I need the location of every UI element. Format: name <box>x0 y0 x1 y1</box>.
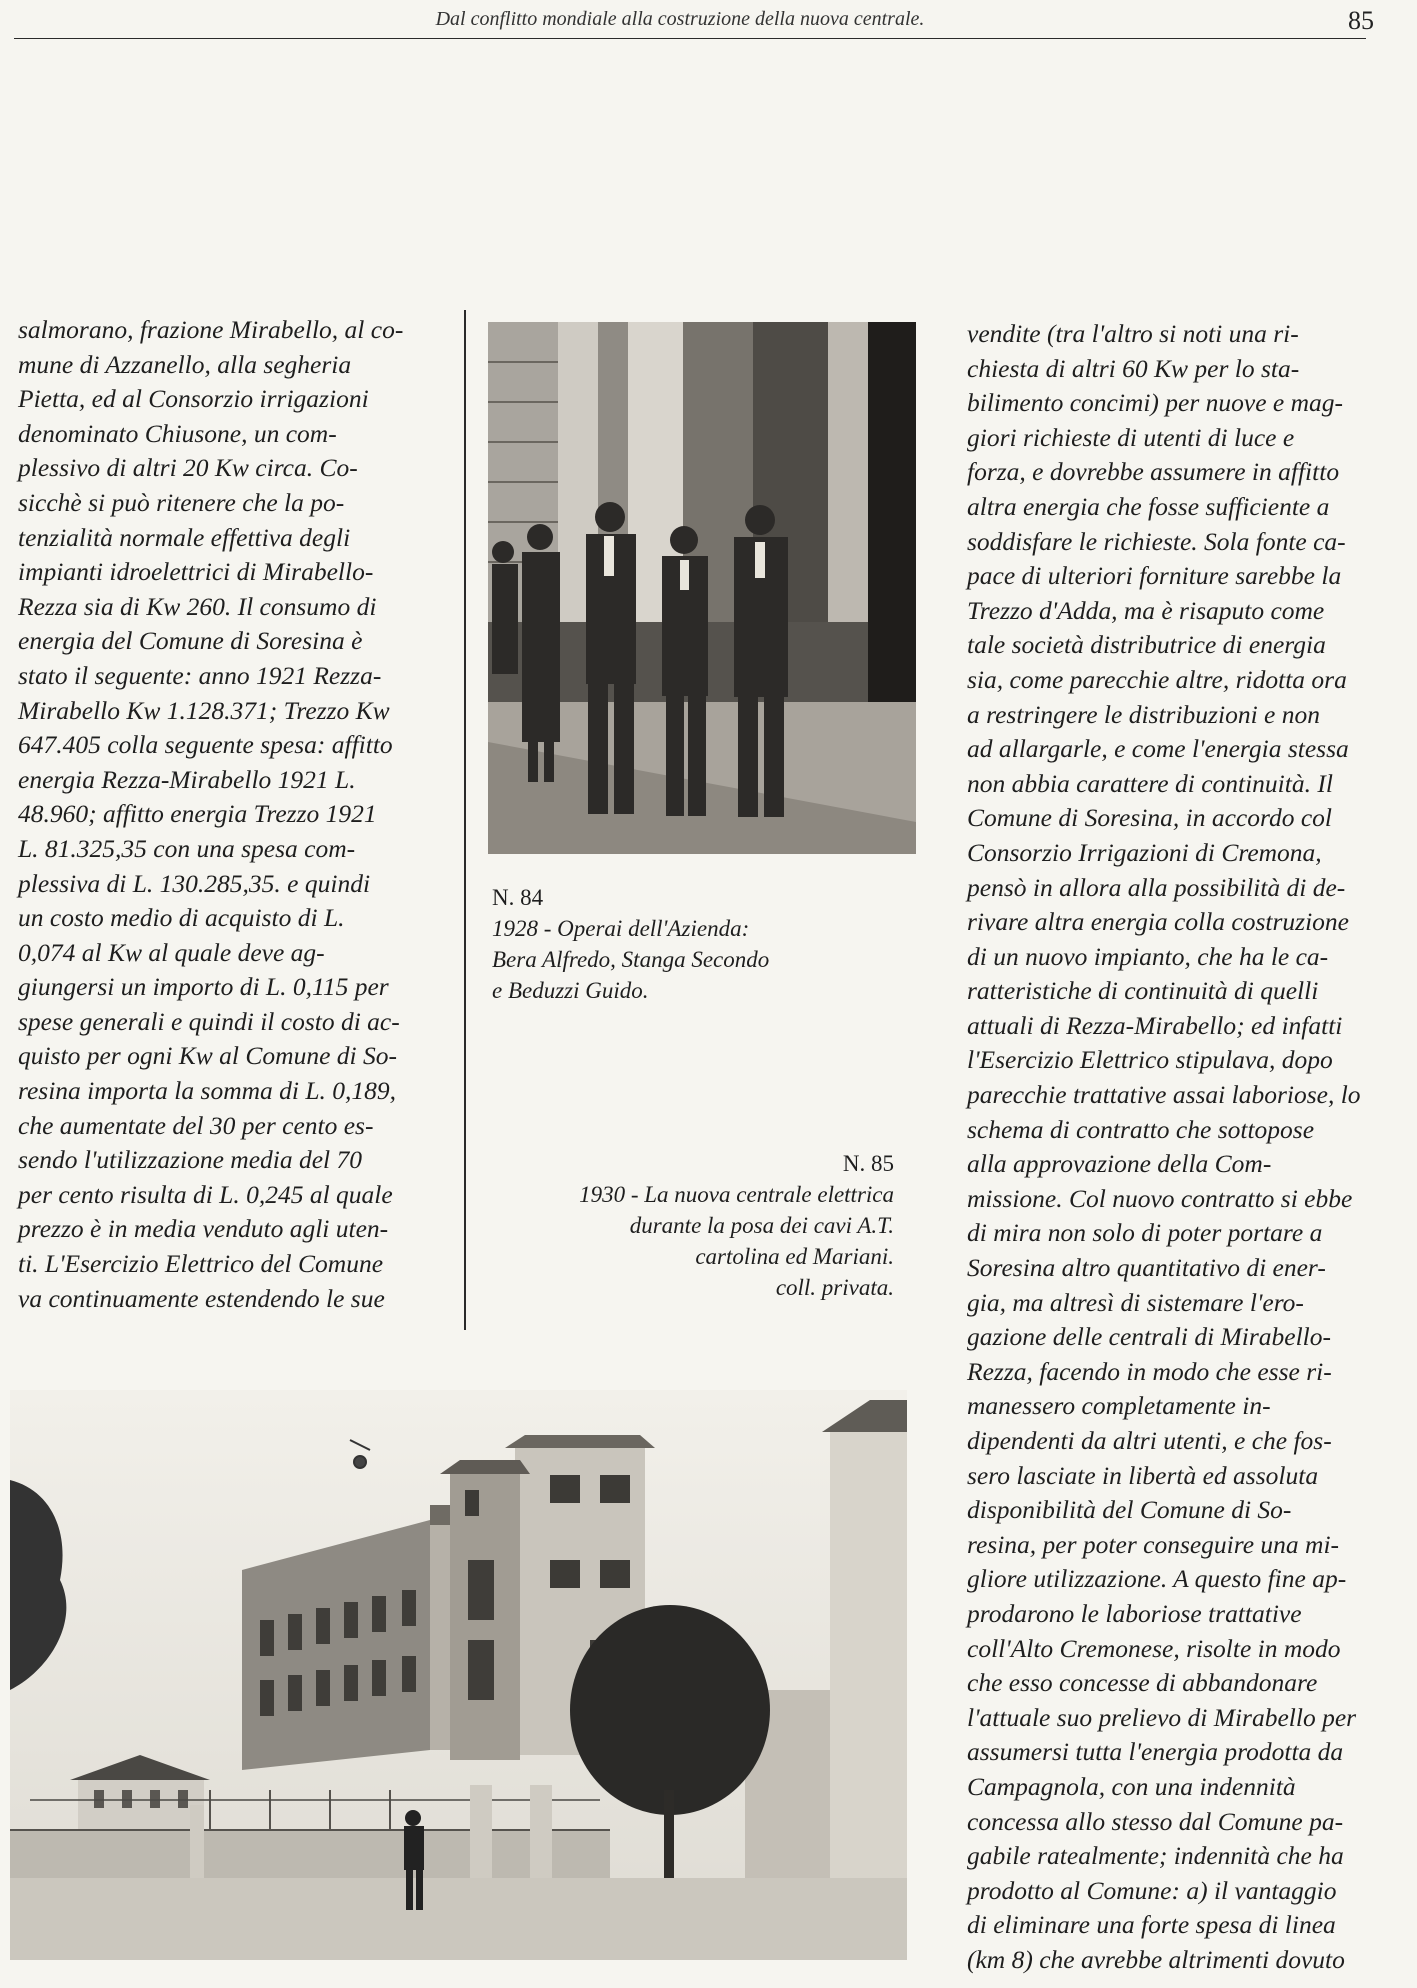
text-line: gia, ma altresì di sistemare l'ero- <box>967 1287 1304 1317</box>
text-line: un costo medio di acquisto di L. <box>18 903 345 933</box>
text-line: altra energia che fosse sufficiente a <box>967 491 1330 521</box>
text-line: di un nuovo impianto, che ha le ca- <box>967 941 1329 971</box>
text-line: Soresina altro quantitativo di ener- <box>967 1253 1326 1283</box>
page-number: 85 <box>1348 6 1374 35</box>
text-line: gazione delle centrali di Mirabello- <box>967 1322 1332 1352</box>
caption-line: 1930 - La nuova centrale elettrica <box>579 1182 894 1207</box>
text-line: forza, e dovrebbe assumere in affitto <box>967 457 1340 487</box>
text-line: energia Rezza-Mirabello 1921 L. <box>18 764 356 794</box>
text-line: rivare altra energia colla costruzione <box>967 907 1349 937</box>
text-line: vendite (tra l'altro si noti una ri- <box>967 319 1299 348</box>
text-line: chiesta di altri 60 Kw per lo sta- <box>967 353 1300 383</box>
text-line: prodotto al Comune: a) il vantaggio <box>967 1875 1337 1905</box>
photo-workers <box>488 322 916 854</box>
caption-line: durante la posa dei cavi A.T. <box>629 1213 894 1238</box>
text-line: spese generali e quindi il costo di ac- <box>18 1006 400 1036</box>
right-text-column <box>967 317 1399 1978</box>
caption-line: cartolina ed Mariani. <box>695 1244 894 1269</box>
text-line: parecchie trattative assai laboriose, lo <box>967 1080 1361 1110</box>
text-line: l'Esercizio Elettrico stipulava, dopo <box>967 1045 1333 1075</box>
text-line: bilimento concimi) per nuove e mag- <box>967 388 1344 418</box>
text-line: missione. Col nuovo contratto si ebbe <box>967 1183 1353 1213</box>
text-line: tale società distributrice di energia <box>967 630 1326 660</box>
text-line: Trezzo d'Adda, ma è risaputo come <box>967 595 1325 625</box>
text-line: manessero completamente in- <box>967 1391 1271 1421</box>
text-line: mune di Azzanello, alla segheria <box>18 349 352 379</box>
text-line: a restringere le distribuzioni e non <box>967 699 1320 729</box>
text-line: giori richieste di utenti di luce e <box>967 422 1295 452</box>
text-line: (km 8) che avrebbe altrimenti dovuto <box>967 1944 1345 1974</box>
text-line: assumersi tutta l'energia prodotta da <box>967 1737 1344 1767</box>
text-line: pensò in allora alla possibilità di de- <box>967 872 1346 902</box>
text-line: prodarono le laboriose trattative <box>967 1598 1302 1628</box>
text-line: alla approvazione della Com- <box>967 1149 1272 1179</box>
caption-number: N. 84 <box>492 885 544 910</box>
text-line: tenzialità normale effettiva degli <box>18 522 351 552</box>
text-line: sero lasciate in libertà ed assoluta <box>967 1460 1319 1490</box>
text-line: gabile ratealmente; indennità che ha <box>967 1841 1344 1871</box>
text-line: impianti idroelettrici di Mirabello- <box>18 557 374 587</box>
text-line: quisto per ogni Kw al Comune di So- <box>18 1041 397 1071</box>
text-line: Comune di Soresina, in accordo col <box>967 803 1332 833</box>
text-line: denominato Chiusone, un com- <box>18 418 337 448</box>
text-line: plessivo di altri 20 Kw circa. Co- <box>18 453 358 483</box>
text-line: ad allargarle, e come l'energia stessa <box>967 734 1349 764</box>
column-divider <box>464 310 466 1330</box>
caption-number: N. 85 <box>842 1151 894 1176</box>
header-rule <box>14 38 1366 39</box>
text-line: non abbia carattere di continuità. Il <box>967 768 1333 798</box>
text-line: concessa allo stesso dal Comune pa- <box>967 1806 1344 1836</box>
text-line: disponibilità del Comune di So- <box>967 1495 1292 1525</box>
text-line: che aumentate del 30 per cento es- <box>18 1110 374 1140</box>
text-line: pace di ulteriori forniture sarebbe la <box>967 561 1342 591</box>
photo-power-station <box>10 1390 907 1960</box>
text-line: gliore utilizzazione. A questo fine ap- <box>967 1564 1347 1594</box>
text-line: soddisfare le richieste. Sola fonte ca- <box>967 526 1346 556</box>
text-line: schema di contratto che sottopose <box>967 1114 1315 1144</box>
text-line: Rezza sia di Kw 260. Il consumo di <box>18 591 377 621</box>
text-line: stato il seguente: anno 1921 Rezza- <box>18 660 382 690</box>
text-line: ratteristiche di continuità di quelli <box>967 976 1319 1006</box>
text-line: sia, come parecchie altre, ridotta ora <box>967 664 1347 694</box>
text-line: Mirabello Kw 1.128.371; Trezzo Kw <box>18 695 390 725</box>
caption-line: Bera Alfredo, Stanga Secondo <box>492 947 770 972</box>
text-line: energia del Comune di Soresina è <box>18 626 363 656</box>
text-line: plessiva di L. 130.285,35. e quindi <box>18 868 371 898</box>
text-line: l'attuale suo prelievo di Mirabello per <box>967 1702 1357 1732</box>
text-line: Consorzio Irrigazioni di Cremona, <box>967 837 1322 867</box>
text-line: Rezza, facendo in modo che esse ri- <box>967 1356 1332 1386</box>
text-line: per cento risulta di L. 0,245 al quale <box>18 1179 393 1209</box>
text-line: giungersi un importo di L. 0,115 per <box>18 972 389 1002</box>
text-line: 0,074 al Kw al quale deve ag- <box>18 937 325 967</box>
text-line: 647.405 colla seguente spesa: affitto <box>18 730 393 760</box>
text-line: L. 81.325,35 con una spesa com- <box>18 833 356 863</box>
text-line: di eliminare una forte spesa di linea <box>967 1910 1336 1940</box>
text-line: sendo l'utilizzazione media del 70 <box>18 1145 363 1175</box>
caption-photo-84 <box>492 882 892 1006</box>
text-line: 48.960; affitto energia Trezzo 1921 <box>18 799 377 829</box>
text-line: Pietta, ed al Consorzio irrigazioni <box>18 384 369 414</box>
text-line: dipendenti da altri utenti, e che fos- <box>967 1426 1332 1455</box>
running-head: Dal conflitto mondiale alla costruzione della nuova centrale. <box>435 8 925 30</box>
text-line: coll'Alto Cremonese, risolte in modo <box>967 1633 1341 1663</box>
text-line: salmorano, frazione Mirabello, al co- <box>18 315 404 344</box>
caption-line: e Beduzzi Guido. <box>492 978 649 1003</box>
caption-line: coll. privata. <box>775 1275 894 1300</box>
text-line: resina importa la somma di L. 0,189, <box>18 1076 397 1106</box>
text-line: sicchè si può ritenere che la po- <box>18 487 345 517</box>
text-line: che esso concesse di abbandonare <box>967 1668 1318 1698</box>
left-text-column <box>18 313 442 1316</box>
text-line: va continuamente estendendo le sue <box>18 1283 385 1313</box>
text-line: resina, per poter conseguire una mi- <box>967 1529 1340 1559</box>
text-line: prezzo è in media venduto agli uten- <box>18 1214 389 1244</box>
caption-photo-85 <box>470 1148 894 1303</box>
text-line: Campagnola, con una indennità <box>967 1771 1296 1801</box>
text-line: attuali di Rezza-Mirabello; ed infatti <box>967 1010 1343 1040</box>
text-line: di mira non solo di poter portare a <box>967 1218 1323 1248</box>
text-line: ti. L'Esercizio Elettrico del Comune <box>18 1249 384 1279</box>
caption-line: 1928 - Operai dell'Azienda: <box>492 916 750 941</box>
